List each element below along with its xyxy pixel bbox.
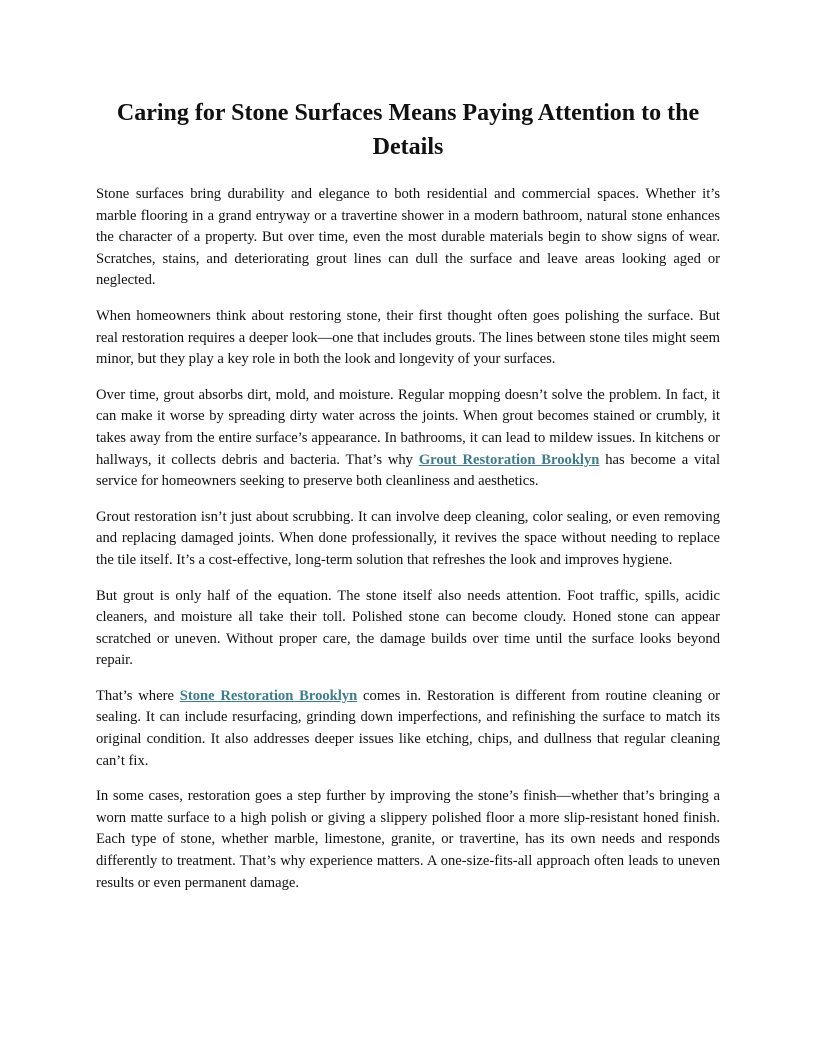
stone-restoration-link[interactable]: Stone Restoration Brooklyn	[179, 687, 358, 704]
paragraph-stone-restoration	[96, 686, 720, 772]
paragraph-restoring-stone: When homeowners think about restoring stone, their first thought often goes polishing the surface. But real restoration requires a deeper look—one that includes grouts. The lines between stone tiles might seem minor, but they play a key role in both the look and longevity of your surfaces.	[96, 307, 720, 368]
paragraph-text: comes in. Restoration is different from routine cleaning or sealing. It can include resurfacing, grinding down imperfections, and refinishing the surface to match its original condition. It also addresses deeper issues like etching, chips, and dullness that regular cleaning can’t fix.	[96, 687, 720, 769]
paragraph-finish: In some cases, restoration goes a step further by improving the stone’s finish—whether that’s bringing a worn matte surface to a high polish or giving a slippery polished floor a more slip-resistant honed finish. Each type of stone, whether marble, limestone, granite, or travertine, has its own needs and responds differently to treatment. That’s why experience matters. A one-size-fits-all approach often leads to uneven results or even permanent damage.	[96, 788, 720, 891]
paragraph-grout-problems	[96, 385, 720, 493]
document-page	[96, 96, 720, 908]
paragraph-text: has become a vital service for homeowners seeking to preserve both cleanliness and aesthetics.	[96, 451, 720, 490]
grout-restoration-link[interactable]: Grout Restoration Brooklyn	[418, 451, 600, 468]
paragraph-stone-attention: But grout is only half of the equation. The stone itself also needs attention. Foot traffic, spills, acidic cleaners, and moisture all take their toll. Polished stone can become cloudy. Honed stone can appear scratched or uneven. Without proper care, the damage builds over time until the surface looks beyond repair.	[96, 587, 720, 669]
paragraph-intro: Stone surfaces bring durability and elegance to both residential and commercial spaces. Whether it’s marble flooring in a grand entryway or a travertine shower in a modern bathroom, natural stone enhances the character of a property. But over time, even the most durable materials begin to show signs of wear. Scratches, stains, and deteriorating grout lines can dull the surface and leave areas looking aged or neglected.	[96, 186, 720, 289]
paragraph-text: Over time, grout absorbs dirt, mold, and moisture. Regular mopping doesn’t solve the problem. In fact, it can make it worse by spreading dirty water across the joints. When grout becomes stained or crumbly, it takes away from the entire surface’s appearance. In bathrooms, it can lead to mildew issues. In kitchens or hallways, it collects debris and bacteria. That’s why	[96, 386, 720, 468]
paragraph-text: That’s where	[96, 687, 180, 704]
paragraph-grout-restoration: Grout restoration isn’t just about scrubbing. It can involve deep cleaning, color sealing, or even removing and replacing damaged joints. When done professionally, it revives the space without needing to replace the tile itself. It’s a cost-effective, long-term solution that refreshes the look and improves hygiene.	[96, 508, 720, 568]
page-title: Caring for Stone Surfaces Means Paying Attention to the Details	[116, 100, 700, 160]
